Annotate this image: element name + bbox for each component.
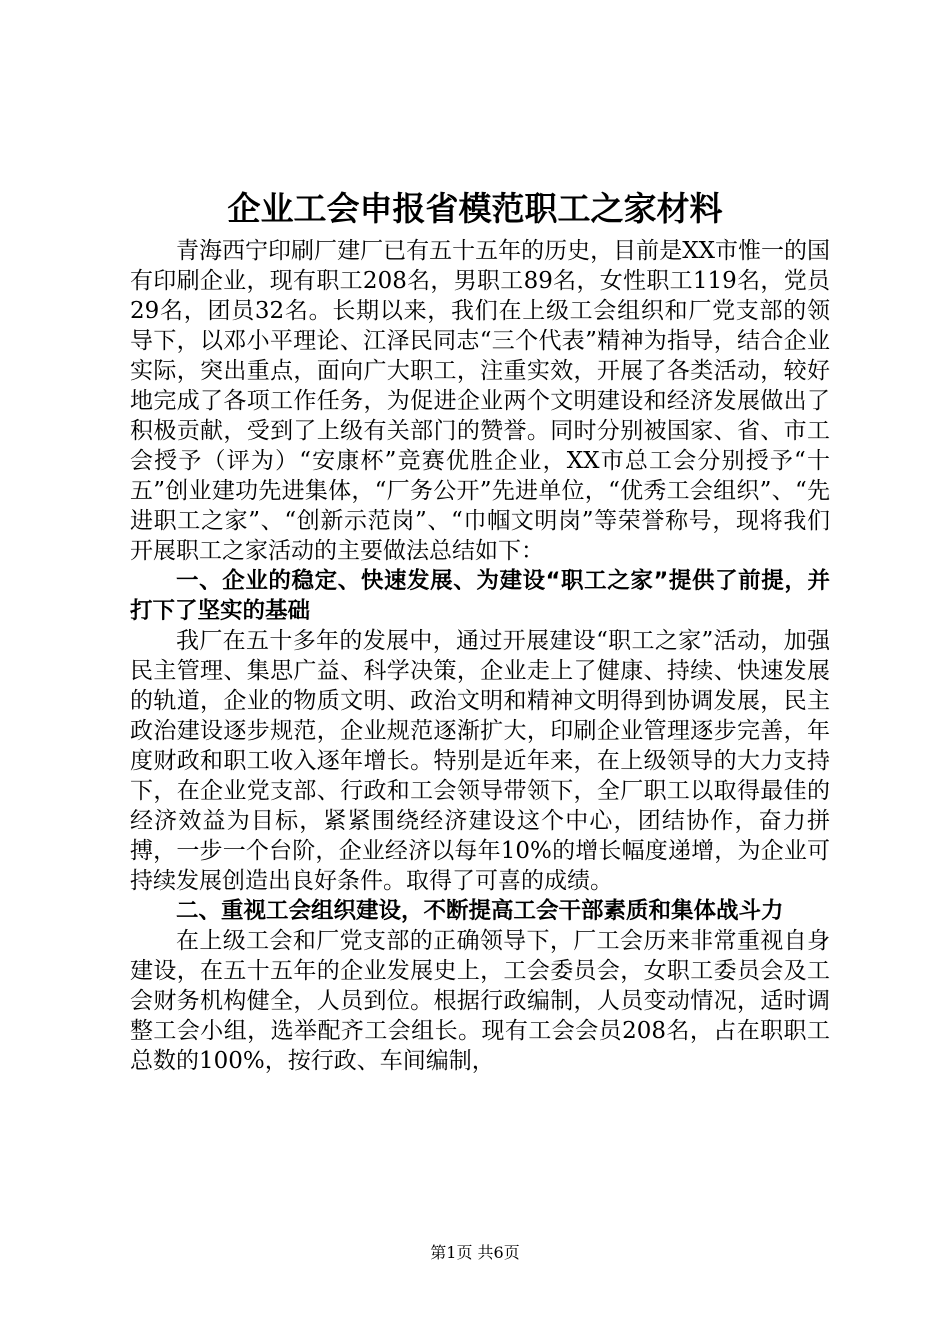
page-footer: 第1页 共6页 (430, 1243, 520, 1262)
document-title: 企业工会申报省模范职工之家材料 (227, 189, 723, 228)
intro-paragraph: 青海西宁印刷厂建厂已有五十五年的历史，目前是XX市惟一的国有印刷企业，现有职工208名，男职工89名，女性职工119名，党员29名，团员32名。长期以来，我们在上级工会组织和厂党支部的领导下，以邓小平理论、江泽民同志“三个代表”精神为指导，结合企业实际，突出重点，面向广大职工，注重实效，开展了各类活动，较好地完成了各项工作任务，为促进企业两个文明建设和经济发展做出了积极贡献，受到了上级有关部门的赞誉。同时分别被国家、省、市工会授予（评为）“安康杯”竞赛优胜企业，XX市总工会分别授予“十五”创业建功先进集体，“厂务公开”先进单位，“优秀工会组织”、“先进职工之家”、“创新示范岗”、“巾帼文明岗”等荣誉称号，现将我们开展职工之家活动的主要做法总结如下： (130, 238, 830, 564)
section-heading-1: 一、企业的稳定、快速发展、为建设“职工之家”提供了前提，并打下了坚实的基础 (130, 568, 830, 624)
section-2-paragraph: 在上级工会和厂党支部的正确领导下，厂工会历来非常重视自身建设，在五十五年的企业发展史上，工会委员会，女职工委员会及工会财务机构健全，人员到位。根据行政编制，人员变动情况，适时调整工会小组，选举配齐工会组长。现有工会会员208名，占在职职工总数的100%，按行政、车间编制， (130, 928, 830, 1074)
section-1-paragraph: 我厂在五十多年的发展中，通过开展建设“职工之家”活动，加强民主管理、集思广益、科学决策，企业走上了健康、持续、快速发展的轨道，企业的物质文明、政治文明和精神文明得到协调发展，民主政治建设逐步规范，企业规范逐渐扩大，印刷企业管理逐步完善，年度财政和职工收入逐年增长。特别是近年来，在上级领导的大力支持下，在企业党支部、行政和工会领导带领下，全厂职工以取得最佳的经济效益为目标，紧紧围绕经济建设这个中心，团结协作，奋力拼搏，一步一个台阶，企业经济以每年10%的增长幅度递增，为企业可持续发展创造出良好条件。取得了可喜的成绩。 (130, 628, 830, 894)
document-body (130, 236, 830, 1076)
section-heading-2: 二、重视工会组织建设，不断提高工会干部素质和集体战斗力 (176, 898, 784, 924)
